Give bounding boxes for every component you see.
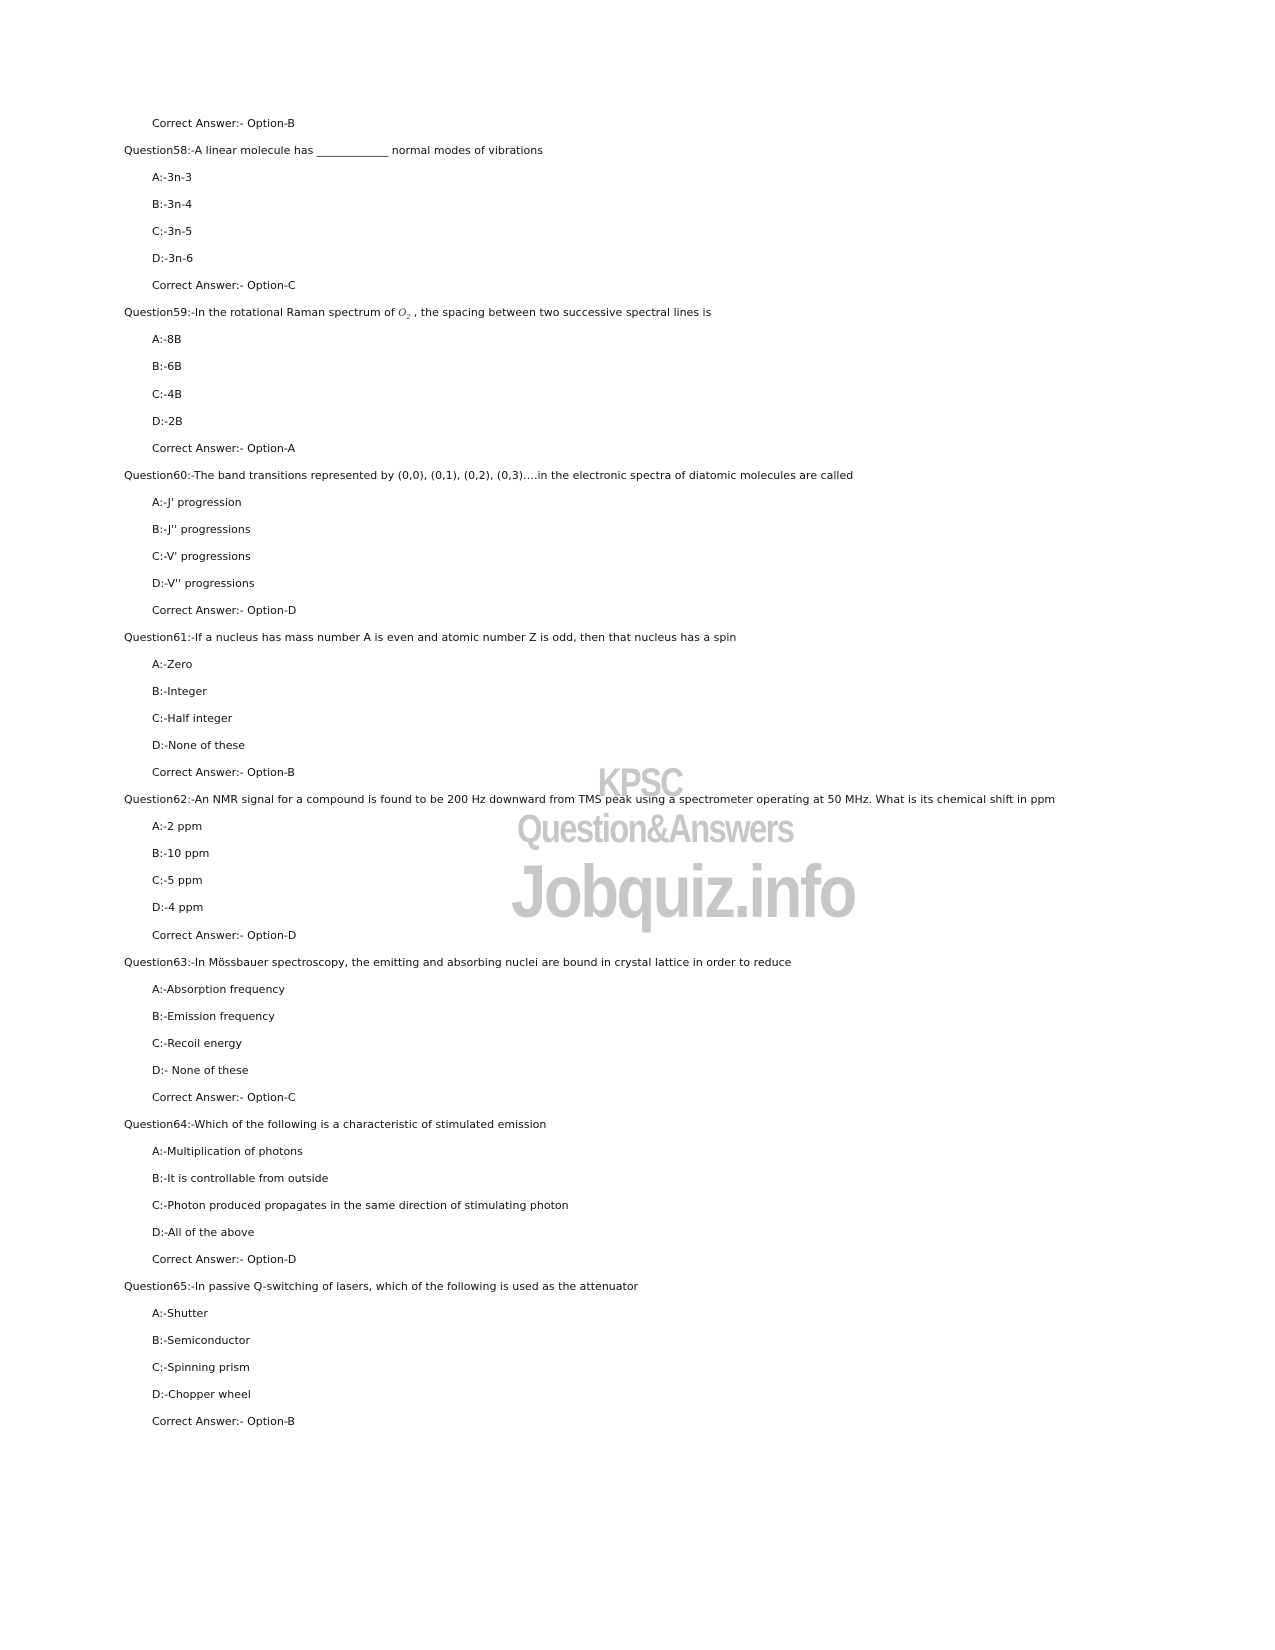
question-text: [124, 469, 853, 483]
line-text: B:-6B: [152, 360, 182, 373]
line-text: A:-Shutter: [152, 1307, 208, 1320]
line-text: B:-It is controllable from outside: [152, 1172, 329, 1185]
line-text: A:-3n-3: [152, 171, 192, 184]
correct-answer: [152, 442, 295, 456]
line-text: Question60:-The band transitions represented by (0,0), (0,1), (0,2), (0,3)….in the electronic spectra of diatomic molecules are called: [124, 469, 854, 482]
answer-option: [152, 1172, 328, 1186]
question-text: [124, 956, 791, 970]
answer-option: [152, 577, 255, 591]
answer-option: [152, 333, 182, 347]
line-text: B:-3n-4: [152, 198, 193, 211]
line-text: D:-Chopper wheel: [152, 1388, 251, 1401]
answer-option: [152, 1361, 250, 1375]
line-text: Correct Answer:- Option-B: [152, 766, 295, 779]
line-text: A:-8B: [152, 333, 182, 346]
correct-answer: [152, 279, 296, 293]
line-text: Correct Answer:- Option-C: [152, 279, 296, 292]
question-text: [124, 631, 736, 645]
answer-option: [152, 198, 192, 212]
line-text: C:-5 ppm: [152, 874, 203, 887]
answer-option: [152, 1199, 569, 1213]
line-text: Question62:-An NMR signal for a compound is found to be 200 Hz downward from TMS peak using a spectrometer operating at 50 MHz. What is its chemical shift in ppm: [124, 793, 1056, 806]
answer-option: [152, 388, 182, 402]
line-text: C:-Spinning prism: [152, 1361, 250, 1374]
line-text: A:-Multiplication of photons: [152, 1145, 303, 1158]
answer-option: [152, 739, 245, 753]
line-text: C:-Recoil energy: [152, 1037, 242, 1050]
line-text: Correct Answer:- Option-B: [152, 117, 295, 130]
answer-option: [152, 225, 192, 239]
correct-answer: [152, 1415, 295, 1429]
correct-answer: [152, 117, 295, 131]
line-text: D:-2B: [152, 415, 183, 428]
line-text: Correct Answer:- Option-C: [152, 1091, 296, 1104]
formula-subscript: 2: [406, 314, 411, 321]
line-text: Question58:-A linear molecule has _____________ normal modes of vibrations: [124, 144, 543, 157]
question-text: [124, 1118, 546, 1132]
answer-option: [152, 1388, 251, 1402]
line-text: Question61:-If a nucleus has mass number A is even and atomic number Z is odd, then that nucleus has a spin: [124, 631, 737, 644]
answer-option: [152, 1145, 303, 1159]
line-text: A:-Absorption frequency: [152, 983, 285, 996]
answer-option: [152, 847, 209, 861]
answer-option: [152, 1226, 254, 1240]
question-text: [124, 144, 543, 158]
line-text: D:-4 ppm: [152, 901, 204, 914]
line-text: B:-10 ppm: [152, 847, 210, 860]
line-text: A:-J' progression: [152, 496, 242, 509]
line-text: B:-J'' progressions: [152, 523, 251, 536]
line-text: A:-Zero: [152, 658, 193, 671]
line-text: Question65:-In passive Q-switching of lasers, which of the following is used as the attenuator: [124, 1280, 639, 1293]
line-text: D:- None of these: [152, 1064, 249, 1077]
question-text: [124, 306, 711, 325]
answer-option: [152, 983, 285, 997]
answer-option: [152, 1307, 208, 1321]
line-text: Question64:-Which of the following is a characteristic of stimulated emission: [124, 1118, 547, 1131]
watermark-site: Jobquiz.info: [511, 850, 855, 933]
line-text: D:-3n-6: [152, 252, 194, 265]
line-text: Correct Answer:- Option-B: [152, 1415, 295, 1428]
answer-option: [152, 252, 193, 266]
answer-option: [152, 685, 207, 699]
correct-answer: [152, 766, 295, 780]
line-text: D:-None of these: [152, 739, 245, 752]
answer-option: [152, 712, 232, 726]
correct-answer: [152, 929, 296, 943]
answer-option: [152, 360, 182, 374]
watermark-title: KPSC Question&Answers: [517, 761, 794, 851]
line-text: C:-3n-5: [152, 225, 193, 238]
line-text: Correct Answer:- Option-D: [152, 1253, 297, 1266]
answer-option: [152, 901, 203, 915]
line-text: Question59:-In the rotational Raman spectrum of: [124, 306, 399, 319]
watermark: [490, 760, 855, 933]
answer-option: [152, 1037, 242, 1051]
answer-option: [152, 1010, 275, 1024]
question-text: [124, 1280, 638, 1294]
line-text: Correct Answer:- Option-D: [152, 929, 297, 942]
line-text: B:-Integer: [152, 685, 207, 698]
answer-option: [152, 550, 251, 564]
line-text: B:-Emission frequency: [152, 1010, 275, 1023]
answer-option: [152, 820, 202, 834]
line-text-after: , the spacing between two successive spectral lines is: [410, 306, 712, 319]
line-text: D:-All of the above: [152, 1226, 255, 1239]
correct-answer: [152, 1253, 296, 1267]
answer-option: [152, 1334, 250, 1348]
answer-option: [152, 496, 242, 510]
line-text: C:-4B: [152, 388, 182, 401]
formula: [398, 308, 410, 319]
formula-symbol: O: [398, 308, 407, 319]
answer-option: [152, 523, 251, 537]
answer-option: [152, 415, 183, 429]
line-text: C:-Photon produced propagates in the same direction of stimulating photon: [152, 1199, 569, 1212]
line-text: Correct Answer:- Option-A: [152, 442, 296, 455]
line-text: Correct Answer:- Option-D: [152, 604, 297, 617]
answer-option: [152, 171, 192, 185]
line-text: C:-Half integer: [152, 712, 233, 725]
line-text: C:-V' progressions: [152, 550, 251, 563]
line-text: B:-Semiconductor: [152, 1334, 251, 1347]
answer-option: [152, 1064, 249, 1078]
answer-option: [152, 874, 203, 888]
line-text: D:-V'' progressions: [152, 577, 255, 590]
question-text: [124, 793, 1055, 807]
correct-answer: [152, 604, 296, 618]
line-text: Question63:-In Mössbauer spectroscopy, the emitting and absorbing nuclei are bound in crystal lattice in order to reduce: [124, 956, 792, 969]
line-text: A:-2 ppm: [152, 820, 203, 833]
answer-option: [152, 658, 192, 672]
correct-answer: [152, 1091, 296, 1105]
